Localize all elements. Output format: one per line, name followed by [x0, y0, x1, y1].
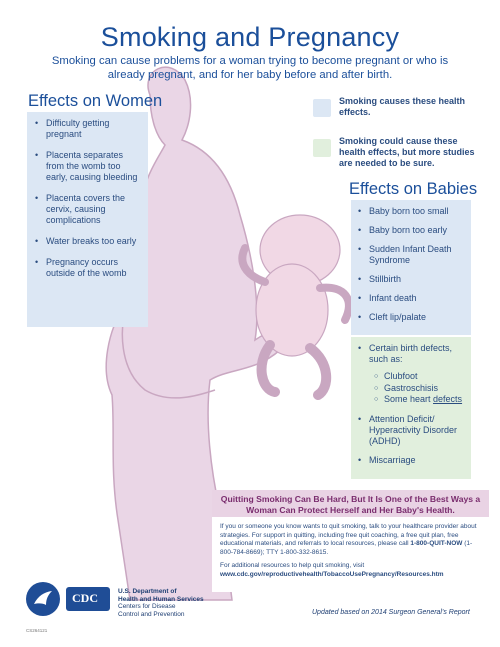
updated-note: Updated based on 2014 Surgeon General's Report: [312, 609, 470, 616]
women-effect-item: • Pregnancy occurs outside of the womb: [35, 257, 142, 279]
birth-defect-item: ○ Gastroschisis: [358, 383, 465, 395]
legend-could-cause-text: Smoking could cause these health effects, but more studies are needed to be sure.: [339, 136, 475, 168]
agency-line: Centers for Disease: [118, 603, 176, 611]
baby-effect-item: • Miscarriage: [358, 455, 465, 466]
baby-effect-item: • Stillbirth: [358, 274, 465, 285]
baby-effect-item: • Baby born too early: [358, 225, 465, 236]
babies-causes-list: [358, 206, 465, 323]
women-effect-item: • Difficulty getting pregnant: [35, 118, 142, 140]
legend-could-cause-swatch: [313, 139, 331, 157]
quit-phone: 1-800-QUIT-NOW: [410, 540, 463, 548]
babies-causes-box: [351, 200, 471, 335]
babies-section-title: Effects on Babies: [349, 180, 478, 198]
resources-url-link[interactable]: www.cdc.gov/reproductivehealth/TobaccoUsePregnancy/Resources.htm: [220, 570, 444, 578]
baby-effect-item: • Cleft lip/palate: [358, 312, 465, 323]
baby-effect-item: • Sudden Infant Death Syndrome: [358, 244, 465, 266]
women-section-title: Effects on Women: [28, 92, 163, 110]
legend-could-cause: [313, 136, 483, 176]
baby-effect-item: • Infant death: [358, 293, 465, 304]
quit-smoking-box: [212, 490, 489, 592]
babies-could-cause-box: [351, 337, 471, 479]
quit-resources-label: For additional resources to help quit smoking, visit: [220, 562, 365, 570]
hhs-eagle-logo: [26, 582, 60, 616]
agency-line: Control and Prevention: [118, 610, 185, 618]
birth-defect-item: ○ Clubfoot: [358, 371, 465, 383]
quit-phone-rest: (1-800-784-8669); TTY 1-800-332-8615.: [220, 540, 473, 556]
birth-defect-item: [358, 394, 465, 406]
women-effects-box: [27, 112, 148, 327]
agency-line: U.S. Department of: [118, 588, 177, 595]
baby-effect-item: • Certain birth defects, such as:: [358, 343, 465, 365]
agency-line: Health and Human Services: [118, 595, 204, 603]
legend-causes-text: Smoking causes these health effects.: [339, 96, 466, 117]
hhs-eagle-icon: [26, 582, 60, 616]
baby-illustration: [242, 215, 348, 395]
babies-could-cause-list: [358, 343, 465, 466]
cdc-logo-text: CDC: [72, 591, 98, 605]
quit-resources: [220, 562, 481, 579]
women-effects-list: [35, 118, 142, 279]
baby-effect-item: • Baby born too small: [358, 206, 465, 217]
legend-causes-swatch: [313, 99, 331, 117]
quit-header: Quitting Smoking Can Be Hard, But It Is One of the Best Ways a Woman Can Protect Herself and Her Baby's Health.: [212, 490, 489, 517]
color-legend: [313, 96, 483, 176]
women-effect-item: • Placenta separates from the womb too early, causing bleeding: [35, 150, 142, 183]
document-code: CS264121: [26, 628, 48, 633]
quit-body: [212, 517, 489, 580]
defects-link[interactable]: defects: [433, 394, 463, 404]
quit-support-body: If you or someone you know wants to quit smoking, talk to your healthcare provider about strategies. For support in quitting, including free quit coaching, a free quit plan, free educational materials, and referrals to local resources, please call: [220, 523, 477, 548]
women-effect-item: • Placenta covers the cervix, causing complications: [35, 193, 142, 226]
cdc-logo: [66, 587, 110, 611]
baby-effect-item: • Attention Deficit/ Hyperactivity Disorder (ADHD): [358, 414, 465, 447]
agency-name: [118, 588, 258, 618]
birth-defect-text: Some heart: [384, 394, 434, 404]
quit-support-text: [220, 523, 481, 557]
page-subtitle: Smoking can cause problems for a woman trying to become pregnant or who is already pregnant, and for her baby before and after birth.: [51, 55, 449, 81]
women-effect-item: • Water breaks too early: [35, 236, 142, 247]
page-title: Smoking and Pregnancy: [100, 22, 400, 52]
legend-causes: [313, 96, 483, 136]
